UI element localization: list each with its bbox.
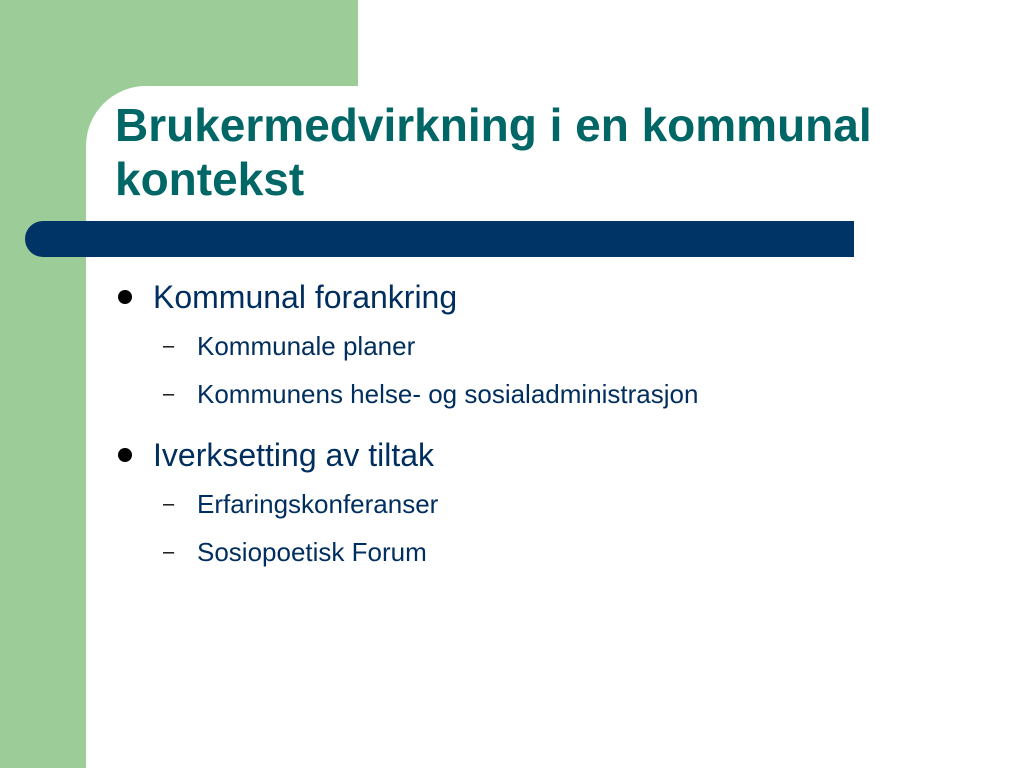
sub-bullet-item	[115, 532, 995, 580]
accent-panel-left	[0, 0, 86, 768]
sub-bullet-list	[115, 484, 995, 580]
sub-bullet-item	[115, 326, 995, 374]
sub-bullet-label: Sosiopoetisk Forum	[197, 537, 427, 567]
slide-title-line: Brukermedvirkning i en kommunal	[115, 99, 872, 151]
sub-bullet-label: Erfaringskonferanser	[197, 489, 439, 519]
bullet-row	[115, 274, 995, 320]
sub-bullet-label: Kommunens helse- og sosialadministrasjon	[197, 379, 699, 409]
bullet-row	[115, 432, 995, 478]
bullet-item	[115, 274, 995, 422]
bullet-dot-icon	[118, 290, 132, 304]
bullet-label: Kommunal forankring	[153, 279, 458, 315]
bullet-dot-icon	[118, 448, 132, 462]
dash-icon: –	[163, 335, 175, 357]
dash-icon: –	[163, 493, 175, 515]
bullet-list	[115, 274, 995, 580]
bullet-label: Iverksetting av tiltak	[153, 437, 434, 473]
sub-bullet-item	[115, 484, 995, 532]
dash-icon: –	[163, 383, 175, 405]
accent-panel-top	[0, 0, 358, 86]
dash-icon: –	[163, 541, 175, 563]
sub-bullet-label: Kommunale planer	[197, 331, 416, 361]
sub-bullet-item	[115, 374, 995, 422]
slide-title-line: kontekst	[115, 153, 305, 205]
title-rule-bar	[25, 221, 854, 257]
sub-bullet-list	[115, 326, 995, 422]
bullet-spacer	[115, 422, 995, 432]
bullet-item	[115, 432, 995, 580]
slide-title	[115, 98, 995, 206]
